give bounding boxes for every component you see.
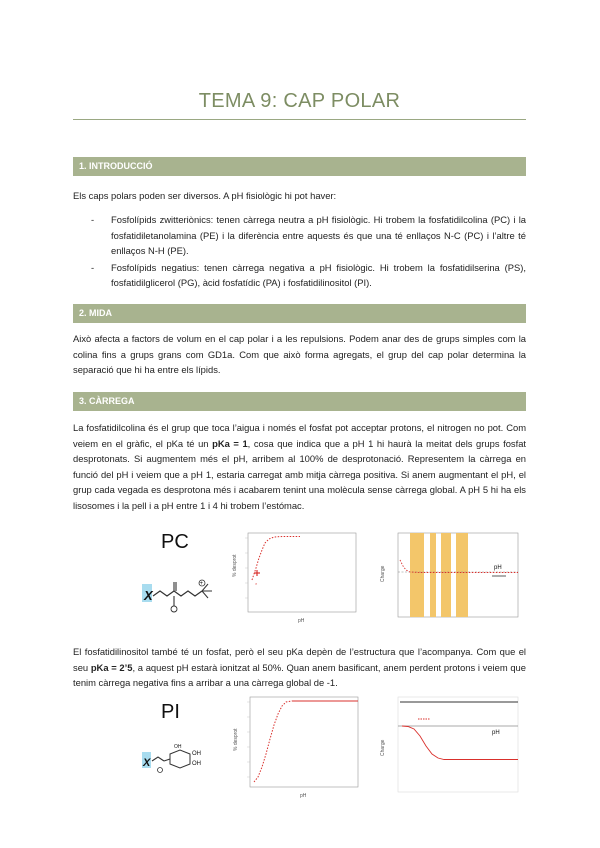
- pc-band-3: [441, 533, 451, 617]
- pi-oh-top: OH: [192, 751, 201, 757]
- carrega-p1-end: , cosa que indica que a pH 1 hi haurà la meitat dels grups fosfat desprotonats. Si augmentem més el pH, arribem al 100% de desprotonació. Representem la càrrega en funció del pH i veiem que a pH 1, estaria carregat amb mitja càrrega positiva. Si anem augmentant el pH, el grup cada vegada es desprotona més i acabarem tenint una molècula sense càrrega global. A pH 5 hi ha els lisosomes i la pell i a pH entre 1 i 4 hi trobem l’estómac.: [73, 437, 527, 511]
- pc-molecule-chain: [153, 591, 202, 596]
- pi-x-atom: X: [143, 757, 151, 769]
- svg-text:×: ×: [255, 581, 258, 586]
- pi-right-ylabel: Charge: [380, 739, 386, 756]
- pc-plus-charge: +: [199, 581, 204, 587]
- pi-oh-mid: OH: [174, 744, 182, 750]
- pc-band-2: [430, 533, 436, 617]
- pc-band-1: [410, 533, 424, 617]
- pc-deprotonation-chart: [230, 528, 360, 628]
- pi-inositol-ring: [170, 750, 190, 768]
- pi-left-plot-area: [250, 697, 358, 787]
- title-divider: [73, 119, 526, 120]
- pc-label: PC: [161, 531, 189, 553]
- section-heading-carrega: 3. CÀRREGA: [73, 392, 526, 411]
- section-heading-mida: 2. MIDA: [73, 304, 526, 323]
- section-heading-intro: 1. INTRODUCCIÓ: [73, 157, 526, 176]
- pi-deprotonation-chart: [230, 692, 360, 802]
- pi-molecule: [140, 740, 220, 782]
- pka-pc-value: pKa = 1: [212, 437, 248, 449]
- pc-left-ticks: [245, 538, 248, 598]
- carrega-p1-start: La fosfatidilcolina és el grup que toca l’aigua i només el fosfat pot acceptar protons, el nitrogen no pot. Com veiem en el gràfic, el pKa té un: [73, 422, 526, 449]
- pi-charge-chart: [370, 692, 520, 802]
- bullet-zwitterionic: - Fosfolípids zwitteriònics: tenen càrrega neutra a pH fisiològic. Hi trobem la fosfatidilcolina (PC) i la fosfatidiletanolamina (PE) i la diferència entre aquests és que una té enllaços N-C (PC) i l’altre té enllaços N-H (PE).: [91, 212, 526, 259]
- pi-right-plot-area: [398, 697, 518, 792]
- intro-text: Els caps polars poden ser diversos. A pH fisiològic hi pot haver:: [73, 190, 337, 201]
- pc-molecule: [140, 578, 220, 620]
- carrega-p2-end: , a aquest pH estarà ionitzat al 50%. Quan anem basificant, anem perdent protons i veiem que tenim càrrega negativa fins a arribar a una càrrega global de -1.: [73, 661, 526, 689]
- pi-molecule-link: [152, 757, 164, 761]
- carrega-paragraph-1: [73, 420, 526, 514]
- pc-charge-chart: [370, 528, 520, 628]
- mida-text: Això afecta a factors de volum en el cap polar i a les repulsions. Podem anar des de grups simples com la colina fins a grups grans com GD1a. Com que això forma agregats, el grup del cap polar determina la separació que hi ha entre els lípids.: [73, 333, 526, 376]
- pc-left-ylabel: % desprot: [232, 554, 238, 577]
- pc-band-4: [456, 533, 468, 617]
- pi-oh-bottom: OH: [192, 761, 201, 767]
- pi-left-xlabel: pH: [300, 793, 307, 799]
- pi-left-ticks: [247, 702, 250, 777]
- pc-left-xlabel: pH: [298, 618, 305, 624]
- pi-ph-tag: pH: [492, 730, 500, 736]
- carrega-paragraph-2: [73, 644, 526, 691]
- pka-pi-value: pKa = 2’5: [90, 661, 133, 673]
- bullet-negative: - Fosfolípids negatius: tenen càrrega negativa a pH fisiològic. Hi trobem la fosfatidilserina (PS), fosfatidilglicerol (PG), àcid fosfatídic (PA) i fosfatidilinositol (PI).: [91, 260, 526, 291]
- pi-label: PI: [161, 701, 180, 723]
- carrega-p2-start: El fosfatidilinositol també té un fosfat, però el seu pKa depèn de l’estructura que l’acompanya. Com que el seu: [73, 646, 526, 673]
- pc-ph-tag: pH: [494, 565, 502, 571]
- page-title: TEMA 9: CAP POLAR: [198, 90, 401, 112]
- pc-right-ylabel: Charge: [380, 565, 386, 582]
- pc-x-atom: X: [144, 588, 153, 603]
- pi-left-ylabel: % desprot: [233, 728, 239, 751]
- intro-bullet-list: [91, 212, 526, 292]
